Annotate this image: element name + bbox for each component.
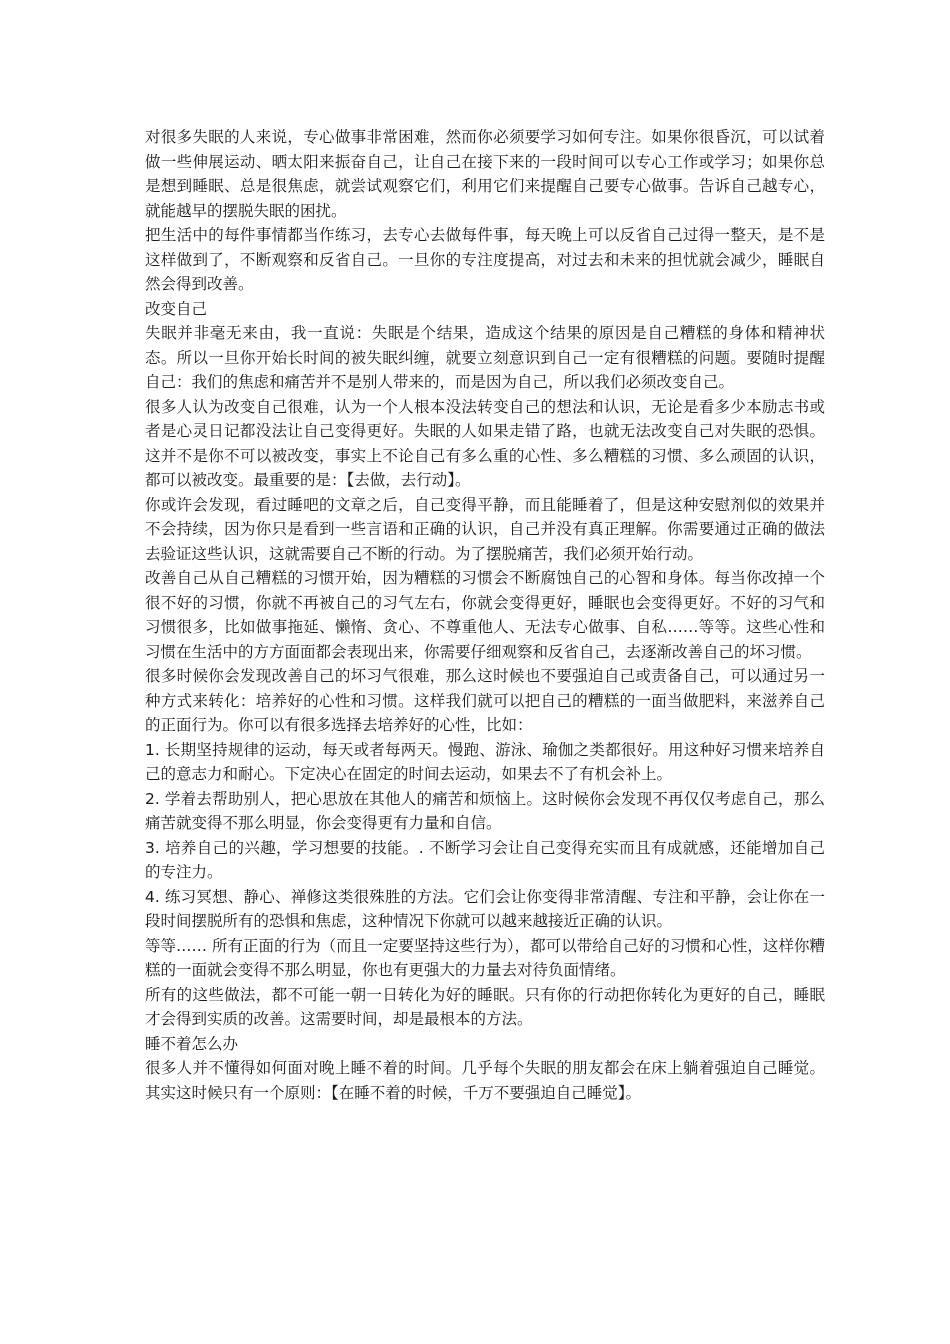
paragraph-focus-intro: 对很多失眠的人来说，专心做事非常困难，然而你必须要学习如何专注。如果你很昏沉，可以试着做一些伸展运动、晒太阳来振奋自己，让自己在接下来的一段时间可以专心工作或学习；如果你总是想到睡眠、总是很焦虑，就尝试观察它们，利用它们来提醒自己要专心做事。告诉自己越专心，就能越早的摆脱失眠的困扰。 — [145, 128, 825, 220]
paragraph-takes-time: 所有的这些做法，都不可能一朝一日转化为好的睡眠。只有你的行动把你转化为更好的自己，睡眠才会得到实质的改善。这需要时间，却是最根本的方法。 — [145, 985, 825, 1028]
paragraph-good-habits: 很多时候你会发现改善自己的坏习气很难，那么这时候也不要强迫自己或责备自己，可以通过另一种方式来转化：培养好的心性和习惯。这样我们就可以把自己的糟糕的一面当做肥料，来滋养自己的正面行为。你可以有很多选择去培养好的心性，比如： — [145, 667, 825, 734]
list-item-help-others: 2. 学着去帮助别人，把心思放在其他人的痛苦和烦恼上。这时候你会发现不再仅仅考虑自己，那么痛苦就变得不那么明显，你会变得更有力量和自信。 — [145, 789, 825, 832]
list-item-meditation: 4. 练习冥想、静心、禅修这类很殊胜的方法。它们会让你变得非常清醒、专注和平静，会让你在一段时间摆脱所有的恐惧和焦虑，这种情况下你就可以越来越接近正确的认识。 — [145, 887, 825, 930]
paragraph-take-action: 你或许会发现，看过睡吧的文章之后，自己变得平静，而且能睡着了，但是这种安慰剂似的效果并不会持续，因为你只是看到一些言语和正确的认识，自己并没有真正理解。你需要通过正确的做法去验证这些认识，这就需要自己不断的行动。为了摆脱痛苦，我们必须开始行动。 — [145, 495, 825, 563]
paragraph-dont-force-sleep: 很多人并不懂得如何面对晚上睡不着的时间。几乎每个失眠的朋友都会在床上躺着强迫自己睡觉。其实这时候只有一个原则：【在睡不着的时候，千万不要强迫自己睡觉】。 — [145, 1059, 825, 1102]
document-body — [145, 125, 825, 1105]
paragraph-insomnia-cause: 失眠并非毫无来由，我一直说：失眠是个结果，造成这个结果的原因是自己糟糕的身体和精神状态。所以一旦你开始长时间的被失眠纠缠，就要立刻意识到自己一定有很糟糕的问题。要随时提醒自己：我们的焦虑和痛苦并不是别人带来的，而是因为自己，所以我们必须改变自己。 — [145, 324, 825, 391]
section-heading-cannot-sleep: 睡不着怎么办 — [145, 1034, 239, 1053]
paragraph-positive-actions: 等等…… 所有正面的行为（而且一定要坚持这些行为），都可以带给自己好的习惯和心性，这样你糟糕的一面就会变得不那么明显，你也有更强大的力量去对待负面情绪。 — [145, 936, 825, 979]
paragraph-change-is-possible: 很多人认为改变自己很难，认为一个人根本没法转变自己的想法和认识，无论是看多少本励志书或者是心灵日记都没法让自己变得更好。失眠的人如果走错了路，也就无法改变自己对失眠的恐惧。这并不是你不可以被改变，事实上不论自己有多么重的心性、多么糟糕的习惯、多么顽固的认识，都可以被改变。最重要的是：【去做，去行动】。 — [145, 397, 825, 489]
paragraph-daily-practice: 把生活中的每件事情都当作练习，去专心去做每件事，每天晚上可以反省自己过得一整天，是不是这样做到了，不断观察和反省自己。一旦你的专注度提高，对过去和未来的担忧就会减少，睡眠自然会得到改善。 — [145, 226, 825, 293]
list-item-exercise: 1. 长期坚持规律的运动，每天或者每两天。慢跑、游泳、瑜伽之类都很好。用这种好习惯来培养自己的意志力和耐心。下定决心在固定的时间去运动，如果去不了有机会补上。 — [145, 740, 825, 783]
section-heading-change-yourself: 改变自己 — [145, 299, 208, 318]
list-item-interests: 3. 培养自己的兴趣，学习想要的技能。. 不断学习会让自己变得充实而且有成就感，还能增加自己的专注力。 — [145, 838, 825, 881]
paragraph-bad-habits: 改善自己从自己糟糕的习惯开始，因为糟糕的习惯会不断腐蚀自己的心智和身体。每当你改掉一个很不好的习惯，你就不再被自己的习气左右，你就会变得更好，睡眠也会变得更好。不好的习气和习惯很多，比如做事拖延、懒惰、贪心、不尊重他人、无法专心做事、自私……等等。这些心性和习惯在生活中的方方面面都会表现出来，你需要仔细观察和反省自己，去逐渐改善自己的坏习惯。 — [145, 569, 825, 661]
